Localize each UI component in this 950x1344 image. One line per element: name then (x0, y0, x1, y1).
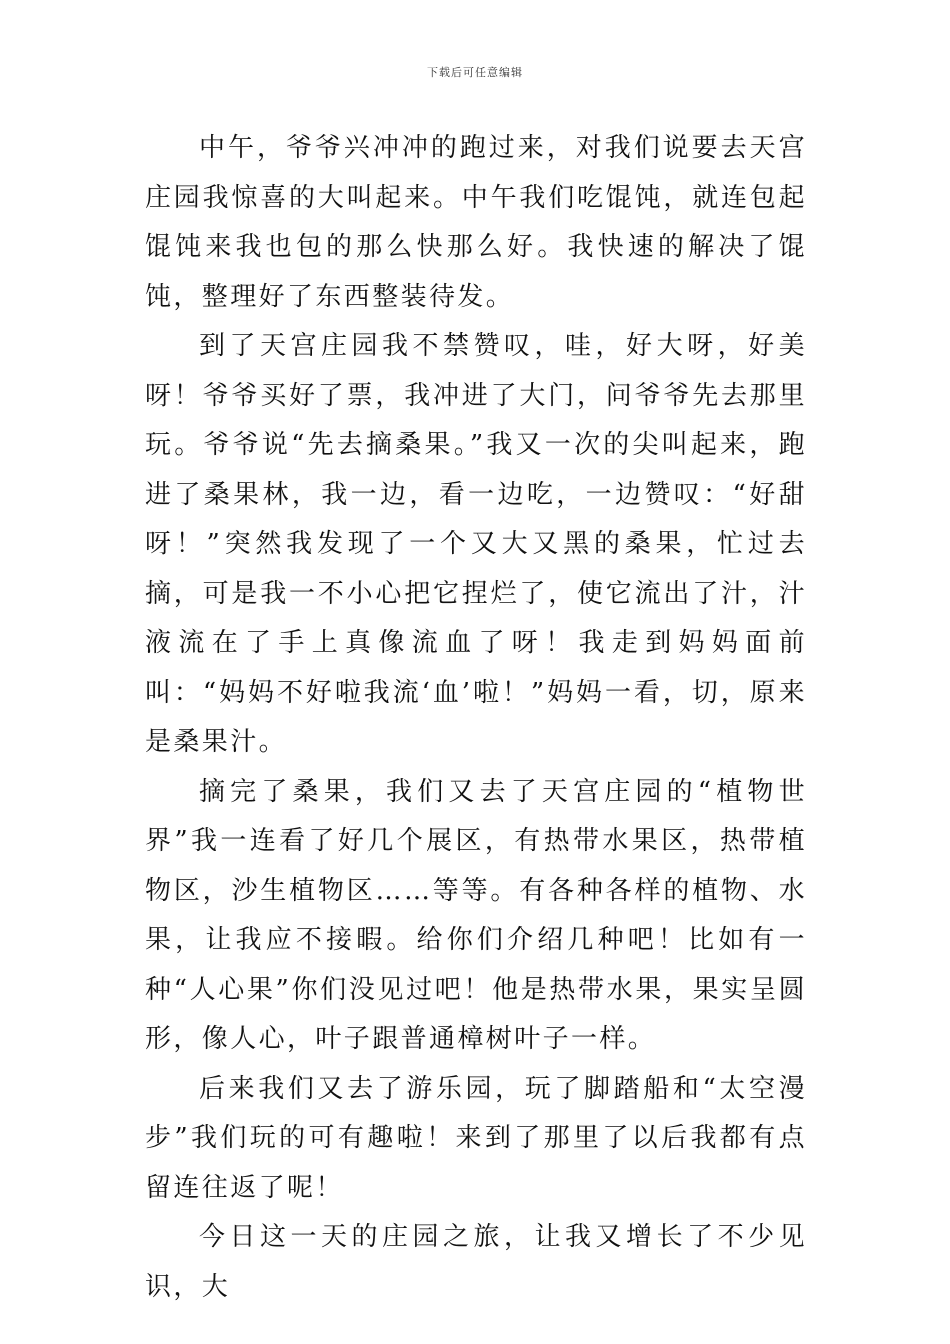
page-header: 下载后可任意编辑 (427, 66, 523, 79)
paragraph: 今日这一天的庄园之旅，让我又增长了不少见识，大 (145, 1222, 807, 1302)
paragraph: 后来我们又去了游乐园，玩了脚踏船和“太空漫步”我们玩的可有趣啦！来到了那里了以后我都有点留连往返了呢！ (145, 1073, 807, 1203)
paragraph: 到了天宫庄园我不禁赞叹，哇，好大呀，好美呀！爷爷买好了票，我冲进了大门，问爷爷先去那里玩。爷爷说“先去摘桑果。”我又一次的尖叫起来，跑进了桑果林，我一边，看一边吃，一边赞叹：“好甜呀！”突然我发现了一个又大又黑的桑果，忙过去摘，可是我一不小心把它捏烂了，使它流出了汁，汁液流在了手上真像流血了呀！我走到妈妈面前叫：“妈妈不好啦我流‘血’啦！”妈妈一看，切，原来是桑果汁。 (145, 331, 807, 757)
document-body (145, 124, 807, 1312)
paragraph: 中午，爷爷兴冲冲的跑过来，对我们说要去天宫庄园我惊喜的大叫起来。中午我们吃馄饨，就连包起馄饨来我也包的那么快那么好。我快速的解决了馄饨，整理好了东西整装待发。 (145, 133, 807, 312)
paragraph: 摘完了桑果，我们又去了天宫庄园的“植物世界”我一连看了好几个展区，有热带水果区，热带植物区，沙生植物区……等等。有各种各样的植物、水果，让我应不接暇。给你们介绍几种吧！比如有一种“人心果”你们没见过吧！他是热带水果，果实呈圆形，像人心，叶子跟普通樟树叶子一样。 (145, 776, 807, 1054)
